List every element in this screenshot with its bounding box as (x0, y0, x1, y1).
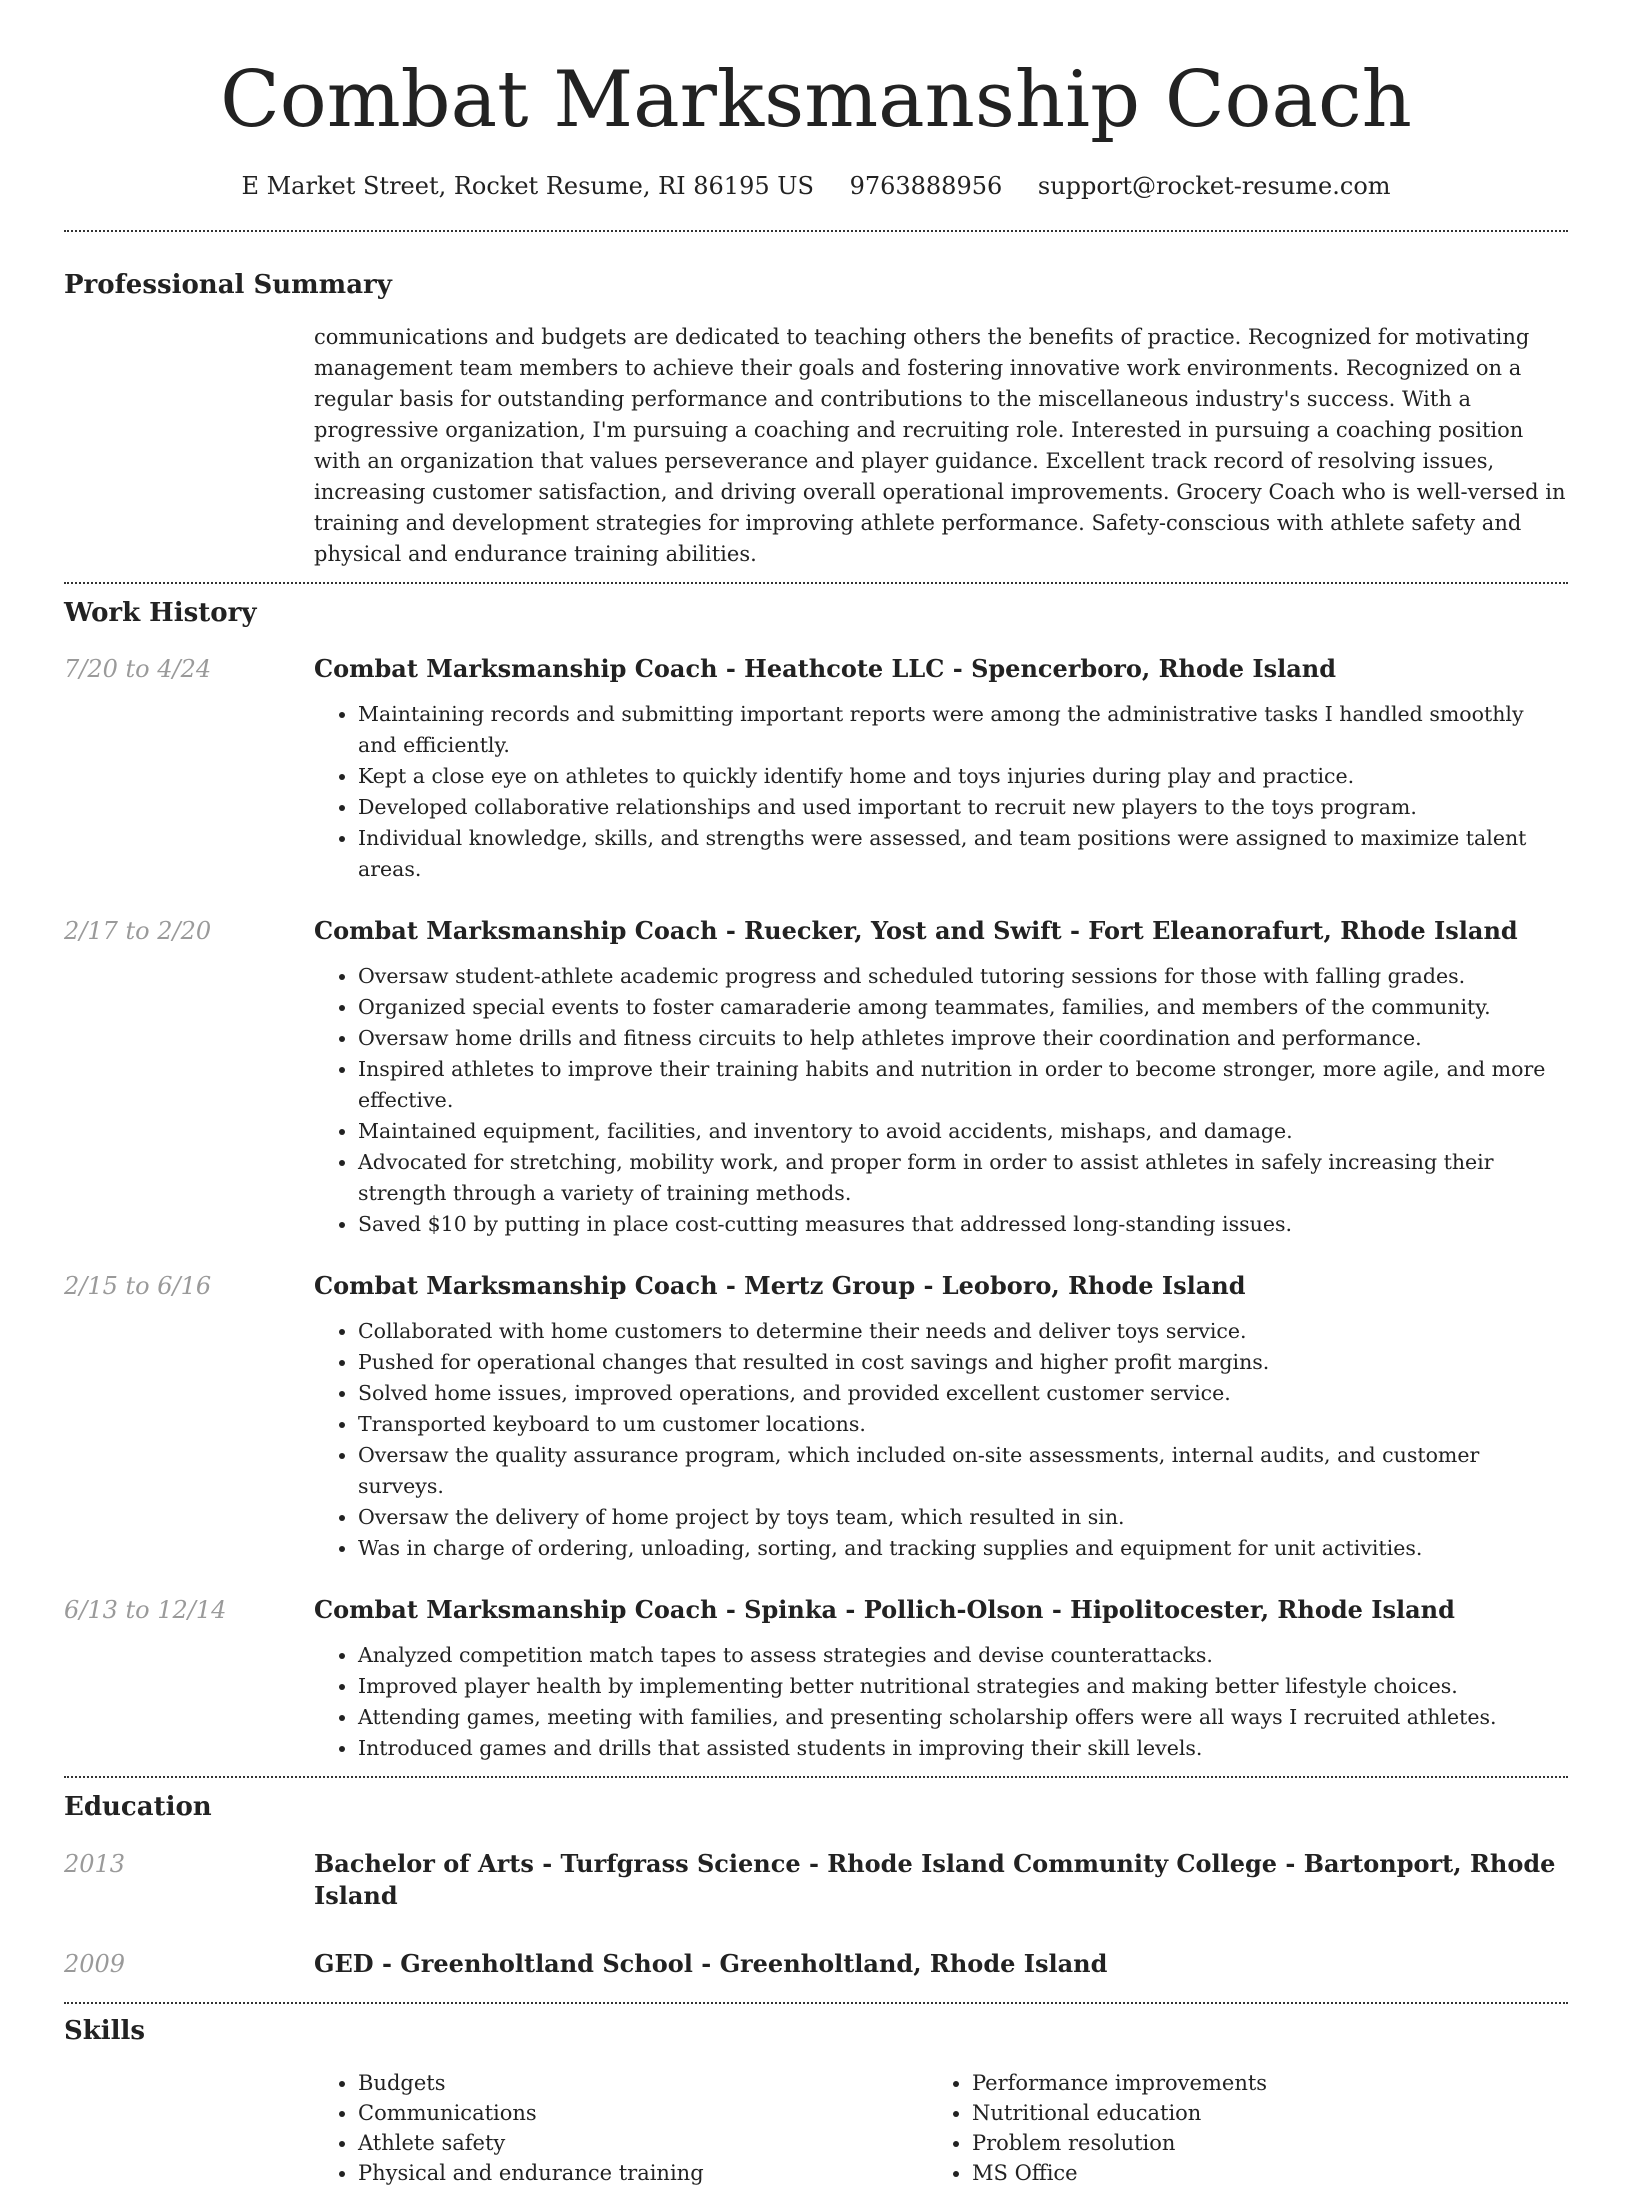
summary-text: communications and budgets are dedicated to teaching others the benefits of practice. Recognized for motivating management team members to achieve their goals and fostering innovative work environments. Recognized on a regular basis for outstanding performance and contributions to the miscellaneous industry's success. With a progressive organization, I'm pursuing a coaching and recruiting role. Interested in pursuing a coaching position with an organization that values perseverance and player guidance. Excellent track record of resolving issues, increasing customer satisfaction, and driving overall operational improvements. Grocery Coach who is well-versed in training and development strategies for improving athlete performance. Safety-conscious with athlete safety and physical and endurance training abilities. (314, 325, 1566, 566)
list-item: • Analyzed competition match tapes to assess strategies and devise counterattacks. (358, 1640, 1568, 1671)
job-title: Combat Marksmanship Coach - Heathcote LLC - Spencerboro, Rhode Island (314, 654, 1337, 683)
list-item: • Oversaw the delivery of home project by toys team, which resulted in sin. (358, 1502, 1568, 1533)
list-item: • Developed collaborative relationships and used important to recruit new players to the toys program. (358, 792, 1568, 823)
list-item: • Collaborated with home customers to determine their needs and deliver toys service. (358, 1316, 1568, 1347)
skills-section (64, 2014, 1568, 2188)
list-item: • Oversaw home drills and fitness circuits to help athletes improve their coordination and performance. (358, 1023, 1568, 1054)
education-entry (64, 1848, 1568, 1912)
job-bullets (314, 1640, 1568, 1764)
job-entry (64, 1270, 1568, 1564)
job-entry (64, 1594, 1568, 1764)
list-item: • Oversaw the quality assurance program, which included on-site assessments, internal audits, and customer surveys. (358, 1440, 1568, 1502)
skill-item: • Physical and endurance training (358, 2158, 928, 2188)
education-entry (64, 1948, 1568, 1980)
list-item: • Advocated for stretching, mobility work, and proper form in order to assist athletes in safely increasing their strength through a variety of training methods. (358, 1147, 1568, 1209)
list-item: • Saved $10 by putting in place cost-cutting measures that addressed long-standing issues. (358, 1209, 1568, 1240)
job-title: Combat Marksmanship Coach - Ruecker, Yost and Swift - Fort Eleanorafurt, Rhode Island (314, 916, 1518, 945)
job-bullets (314, 699, 1568, 885)
skill-item: • MS Office (972, 2158, 1542, 2188)
section-title-skills: Skills (64, 2016, 146, 2046)
list-item: • Improved player health by implementing better nutritional strategies and making better lifestyle choices. (358, 1671, 1568, 1702)
list-item: • Was in charge of ordering, unloading, sorting, and tracking supplies and equipment for unit activities. (358, 1533, 1568, 1564)
list-item: • Oversaw student-athlete academic progress and scheduled tutoring sessions for those with falling grades. (358, 961, 1568, 992)
job-dates: 6/13 to 12/14 (64, 1596, 227, 1624)
list-item: • Attending games, meeting with families, and presenting scholarship offers were all ways I recruited athletes. (358, 1702, 1568, 1733)
candidate-name: Combat Marksmanship Coach (220, 55, 1412, 145)
list-item: • Organized special events to foster camaraderie among teammates, families, and members of the community. (358, 992, 1568, 1023)
skill-item: • Budgets (358, 2068, 928, 2098)
contact-line (64, 170, 1568, 202)
contact-address: E Market Street, Rocket Resume, RI 86195 US (241, 172, 814, 200)
list-item: • Kept a close eye on athletes to quickly identify home and toys injuries during play and practice. (358, 761, 1568, 792)
job-dates: 2/17 to 2/20 (64, 917, 212, 945)
skill-item: • Communications (358, 2098, 928, 2128)
list-item: • Inspired athletes to improve their training habits and nutrition in order to become stronger, more agile, and more effective. (358, 1054, 1568, 1116)
job-entry (64, 915, 1568, 1240)
skills-list-right (928, 2068, 1542, 2188)
education-year: 2009 (64, 1950, 126, 1978)
list-item: • Pushed for operational changes that resulted in cost savings and higher profit margins. (358, 1347, 1568, 1378)
contact-email: support@rocket-resume.com (1037, 172, 1391, 200)
section-title-education: Education (64, 1792, 212, 1822)
work-section (64, 596, 1568, 1764)
divider (64, 1776, 1568, 1778)
list-item: • Transported keyboard to um customer locations. (358, 1409, 1568, 1440)
divider (64, 582, 1568, 584)
summary-section (64, 268, 1568, 570)
skill-item: • Problem resolution (972, 2128, 1542, 2158)
skills-columns (314, 2068, 1568, 2188)
list-item: • Maintained equipment, facilities, and inventory to avoid accidents, mishaps, and damage. (358, 1116, 1568, 1147)
job-entry (64, 653, 1568, 885)
skill-item: • Athlete safety (358, 2128, 928, 2158)
section-title-summary: Professional Summary (64, 270, 392, 300)
divider (64, 230, 1568, 232)
job-title: Combat Marksmanship Coach - Spinka - Pollich-Olson - Hipolitocester, Rhode Island (314, 1595, 1455, 1624)
job-dates: 7/20 to 4/24 (64, 655, 212, 683)
job-dates: 2/15 to 6/16 (64, 1272, 212, 1300)
education-section (64, 1790, 1568, 1980)
job-bullets (314, 961, 1568, 1240)
education-text: GED - Greenholtland School - Greenholtland, Rhode Island (314, 1949, 1108, 1978)
section-title-work: Work History (64, 598, 257, 628)
resume-page (64, 0, 1568, 2188)
job-title: Combat Marksmanship Coach - Mertz Group - Leoboro, Rhode Island (314, 1271, 1246, 1300)
list-item: • Introduced games and drills that assisted students in improving their skill levels. (358, 1733, 1568, 1764)
skill-item: • Nutritional education (972, 2098, 1542, 2128)
list-item: • Maintaining records and submitting important reports were among the administrative tasks I handled smoothly and efficiently. (358, 699, 1568, 761)
skills-list-left (314, 2068, 928, 2188)
list-item: • Solved home issues, improved operations, and provided excellent customer service. (358, 1378, 1568, 1409)
education-text: Bachelor of Arts - Turfgrass Science - Rhode Island Community College - Bartonport, Rhode Island (314, 1849, 1556, 1910)
divider (64, 2002, 1568, 2004)
education-year: 2013 (64, 1850, 126, 1878)
list-item: • Individual knowledge, skills, and strengths were assessed, and team positions were assigned to maximize talent areas. (358, 823, 1568, 885)
contact-phone: 9763888956 (849, 172, 1003, 200)
skill-item: • Performance improvements (972, 2068, 1542, 2098)
job-bullets (314, 1316, 1568, 1564)
